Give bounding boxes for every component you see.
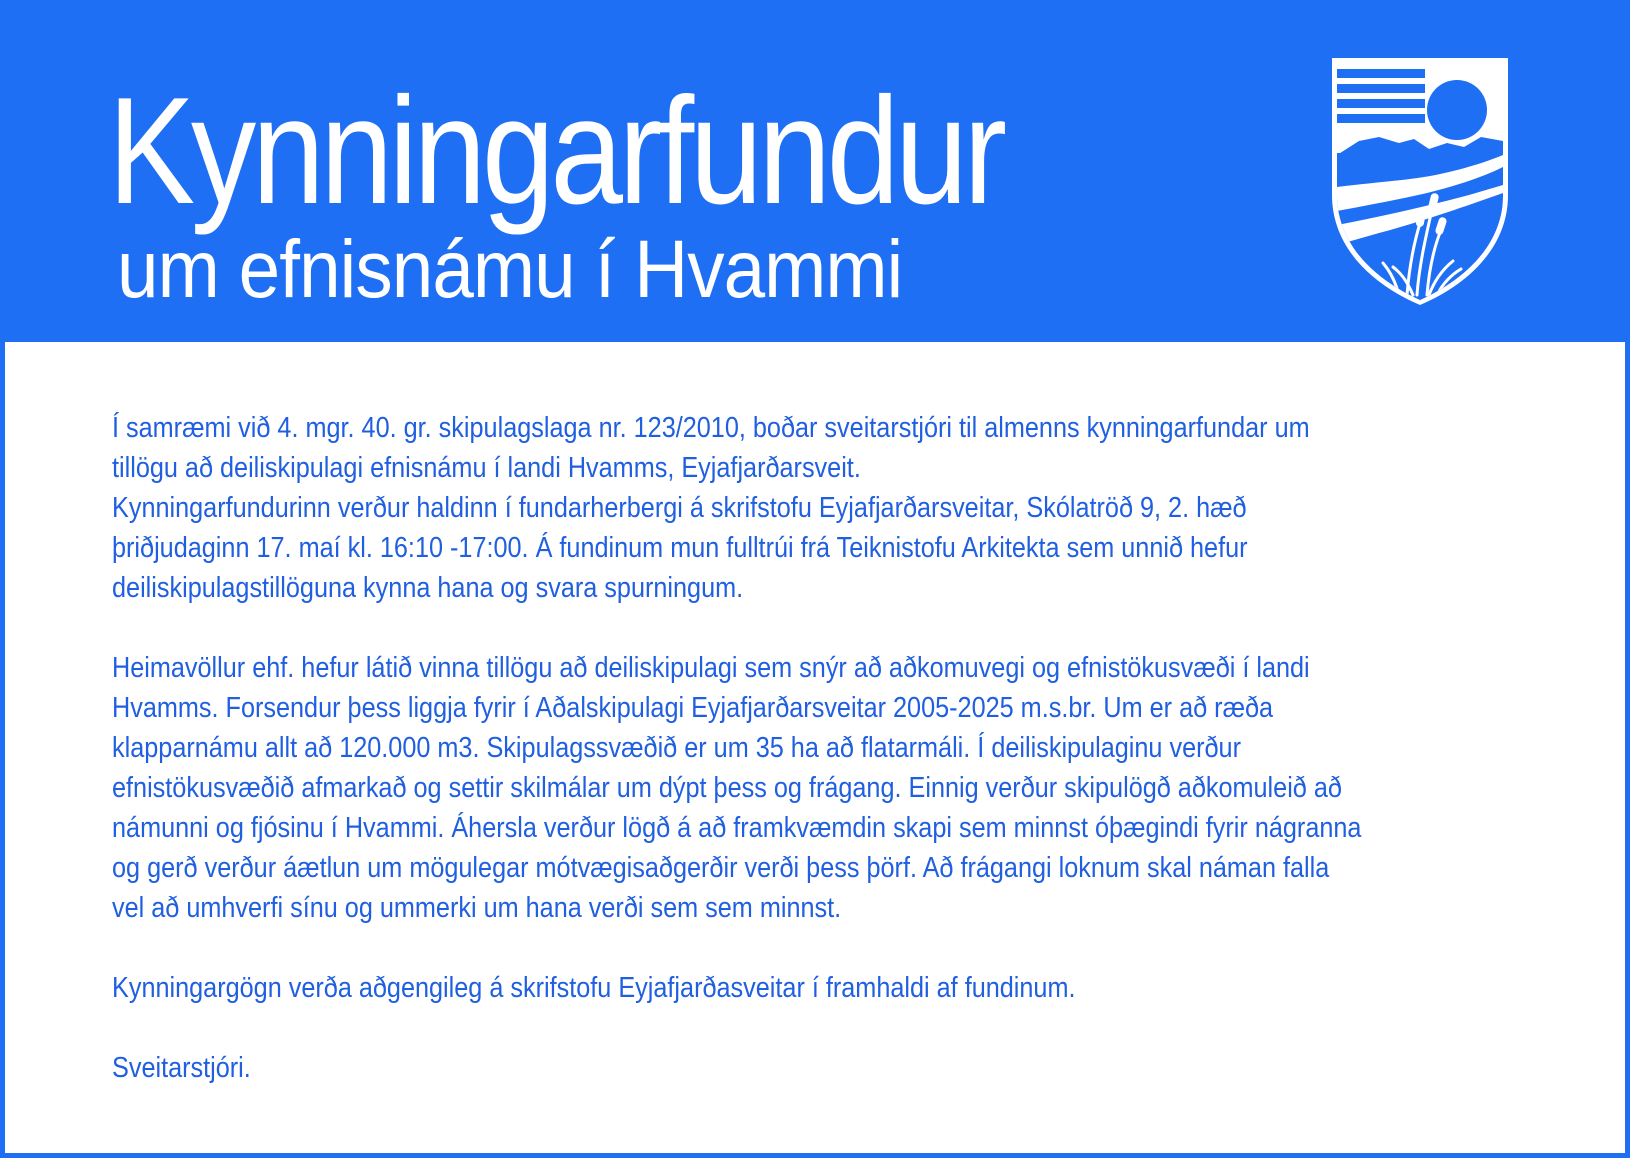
paragraph-documents xyxy=(112,968,1400,1008)
text-line: Hvamms. Forsendur þess liggja fyrir í Aðalskipulagi Eyjafjarðarsveitar 2005-2025 m.s.br. Um er að ræða xyxy=(112,692,1274,724)
municipal-coat-of-arms-icon xyxy=(1329,55,1511,307)
text-line: tillögu að deiliskipulagi efnisnámu í landi Hvamms, Eyjafjarðarsveit. xyxy=(112,452,861,484)
text-line: Kynningargögn verða aðgengileg á skrifstofu Eyjafjarðasveitar í framhaldi af fundinum. xyxy=(112,972,1076,1004)
text-line: Sveitarstjóri. xyxy=(112,1052,251,1084)
text-line: klapparnámu allt að 120.000 m3. Skipulagssvæðið er um 35 ha að flatarmáli. Í deiliskipulaginu verður xyxy=(112,732,1241,764)
page-title: Kynningarfundur xyxy=(108,66,1003,236)
text-line: Kynningarfundurinn verður haldinn í fundarherbergi á skrifstofu Eyjafjarðarsveitar, Skólatröð 9, 2. hæð xyxy=(112,492,1247,524)
text-line: Í samræmi við 4. mgr. 40. gr. skipulagslaga nr. 123/2010, boðar sveitarstjóri til almenns kynningarfundar um xyxy=(112,412,1310,444)
signature-line xyxy=(112,1048,1400,1088)
paragraph-description xyxy=(112,648,1400,928)
text-line: námunni og fjósinu í Hvammi. Áhersla verður lögð á að framkvæmdin skapi sem minnst óþægindi fyrir nágranna xyxy=(112,812,1362,844)
notice-body xyxy=(112,408,1592,1128)
text-line: vel að umhverfi sínu og ummerki um hana verði sem sem minnst. xyxy=(112,892,842,924)
text-line: þriðjudaginn 17. maí kl. 16:10 -17:00. Á fundinum mun fulltrúi frá Teiknistofu Arkitekta sem unnið hefur xyxy=(112,532,1248,564)
paragraph-announcement xyxy=(112,408,1400,608)
text-line: Heimavöllur ehf. hefur látið vinna tillögu að deiliskipulagi sem snýr að aðkomuvegi og efnistökusvæði í landi xyxy=(112,652,1310,684)
text-line: og gerð verður áætlun um mögulegar mótvægisaðgerðir verði þess þörf. Að frágangi loknum skal náman falla xyxy=(112,852,1330,884)
page-subtitle: um efnisnámu í Hvammi xyxy=(117,224,903,315)
header-band xyxy=(5,5,1630,342)
text-line: deiliskipulagstillöguna kynna hana og svara spurningum. xyxy=(112,572,744,604)
text-line: efnistökusvæðið afmarkað og settir skilmálar um dýpt þess og frágang. Einnig verður skipulögð aðkomuleið að xyxy=(112,772,1342,804)
